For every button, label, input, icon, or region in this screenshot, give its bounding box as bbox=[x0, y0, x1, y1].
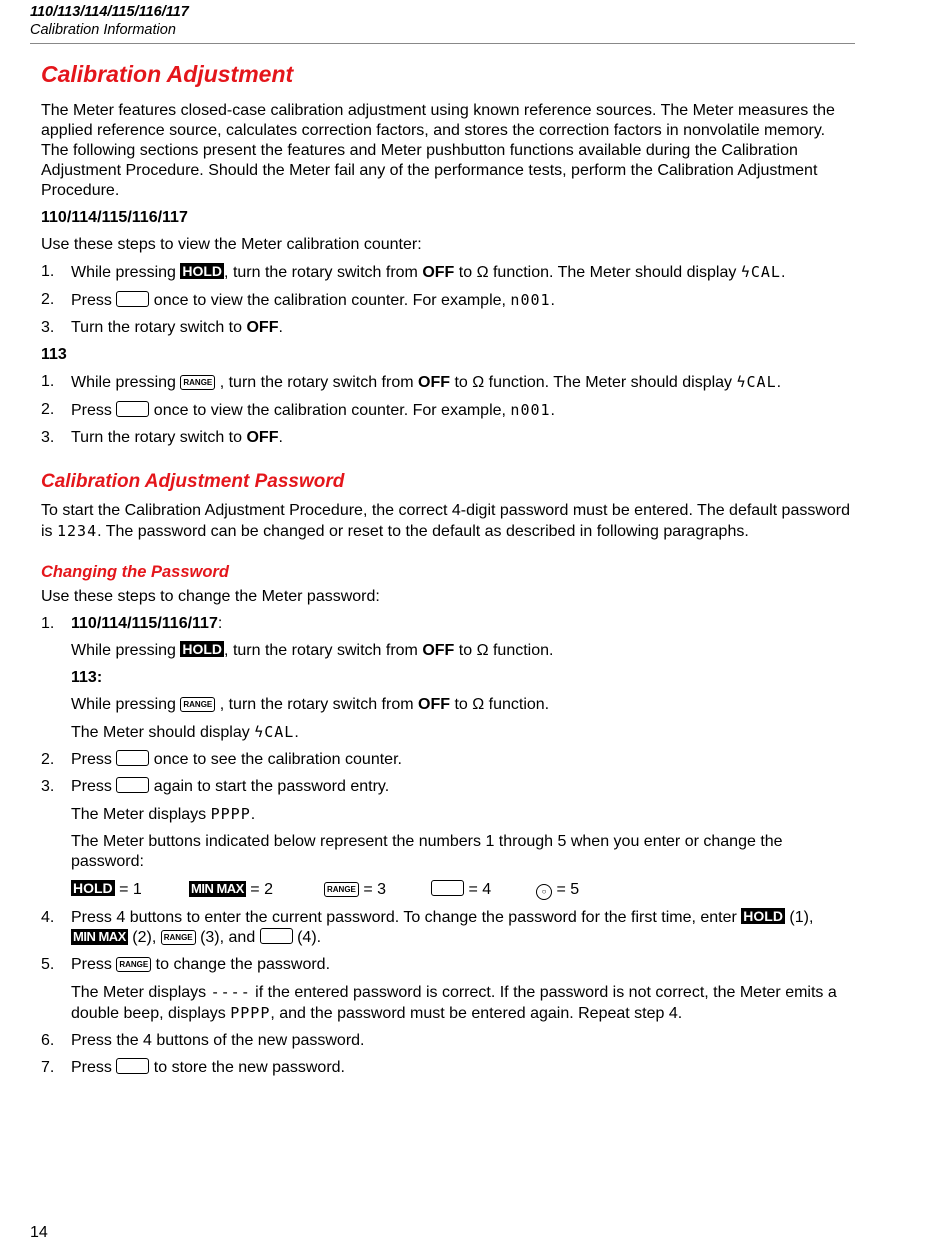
changing-step-1-113-label: 113: bbox=[71, 669, 103, 686]
off-label: OFF bbox=[422, 642, 455, 659]
step-number: 1. bbox=[41, 615, 55, 632]
step-text: Press bbox=[71, 292, 117, 309]
lcd-display: ---- bbox=[210, 983, 251, 1001]
step-number: 1. bbox=[41, 263, 55, 280]
off-label: OFF bbox=[246, 319, 279, 336]
password-section-title: Calibration Adjustment Password bbox=[41, 471, 345, 492]
step-number: 2. bbox=[41, 291, 55, 308]
header-section: Calibration Information bbox=[30, 22, 176, 38]
off-label: OFF bbox=[246, 429, 279, 446]
group1-step-2 bbox=[41, 290, 856, 311]
group1-label: 110/114/115/116/117 bbox=[41, 209, 188, 226]
step-text: Press the 4 buttons of the new password. bbox=[71, 1032, 365, 1049]
step-number: 3. bbox=[41, 778, 55, 795]
lcd-display: n001 bbox=[510, 401, 551, 419]
changing-step-3-display bbox=[41, 804, 856, 825]
step-text: . bbox=[780, 264, 786, 281]
changing-step-6 bbox=[41, 1031, 856, 1051]
step-text: (3), and bbox=[195, 929, 260, 946]
step-text: Press 4 buttons to enter the current password. To change the password for the first time, enter bbox=[71, 909, 742, 926]
blank-button-icon bbox=[116, 401, 149, 417]
step-text: to Ω function. The Meter should display bbox=[450, 374, 737, 391]
models-label: 110/114/115/116/117 bbox=[71, 615, 218, 632]
step-text: . bbox=[550, 292, 555, 309]
legend-value: = 1 bbox=[114, 881, 142, 898]
changing-step-3-buttons-text: The Meter buttons indicated below represent the numbers 1 through 5 when you enter or change the password: bbox=[71, 833, 783, 870]
range-button-icon: RANGE bbox=[324, 882, 359, 897]
range-button-icon: RANGE bbox=[180, 375, 215, 390]
step-text: (2), bbox=[127, 929, 161, 946]
lcd-display: ϟCAL bbox=[736, 373, 777, 391]
lcd-display: n001 bbox=[510, 291, 551, 309]
group2-step-1 bbox=[41, 372, 856, 393]
step-text: to store the new password. bbox=[149, 1059, 345, 1076]
step-text: Press bbox=[71, 956, 117, 973]
password-paragraph bbox=[41, 501, 856, 542]
step-text: . bbox=[294, 724, 299, 741]
step-text: once to view the calibration counter. For example, bbox=[149, 402, 511, 419]
step-text: (4). bbox=[292, 929, 322, 946]
step-text: once to see the calibration counter. bbox=[149, 751, 402, 768]
changing-step-2 bbox=[41, 750, 856, 770]
changing-step-7 bbox=[41, 1058, 856, 1078]
blank-button-icon bbox=[116, 750, 149, 766]
blank-button-icon bbox=[116, 777, 149, 793]
step-text: While pressing bbox=[71, 264, 181, 281]
hold-button-icon: HOLD bbox=[182, 641, 223, 657]
step-number: 5. bbox=[41, 956, 55, 973]
step-text: The Meter displays bbox=[71, 806, 211, 823]
minmax-button-icon: MIN MAX bbox=[191, 881, 244, 896]
changing-title: Changing the Password bbox=[41, 563, 229, 581]
changing-step-3 bbox=[41, 777, 856, 797]
lcd-display: PPPP bbox=[230, 1004, 271, 1022]
changing-step-1-line-1 bbox=[41, 641, 856, 661]
changing-step-5 bbox=[41, 955, 856, 975]
hold-button-icon: HOLD bbox=[73, 880, 113, 896]
step-text: to Ω function. bbox=[450, 696, 550, 713]
legend-value: = 2 bbox=[245, 881, 273, 898]
step-text: if the entered password is correct. If the password is not correct, the Meter emits a double beep, displays bbox=[71, 984, 837, 1022]
step-number: 6. bbox=[41, 1032, 55, 1049]
intro-paragraph: The Meter features closed-case calibration adjustment using known reference sources. The Meter measures the applied reference source, calculates correction factors, and stores the correction factors in nonvolatile memory. The following sections present the features and Meter pushbutton functions available during the Calibration Adjustment Procedure. Should the Meter fail any of the performance tests, perform the Calibration Adjustment Procedure. bbox=[41, 102, 835, 199]
page-number: 14 bbox=[30, 1224, 48, 1241]
blank-button-icon bbox=[260, 928, 293, 944]
minmax-button-icon: MIN MAX bbox=[73, 929, 126, 944]
lcd-display: 1234 bbox=[57, 522, 98, 540]
step-text: . bbox=[250, 806, 256, 823]
step-text: Press bbox=[71, 1059, 117, 1076]
step-text: . bbox=[278, 319, 283, 336]
step-text: Press bbox=[71, 751, 117, 768]
lcd-display: ϟCAL bbox=[740, 263, 781, 281]
button-number-legend bbox=[41, 879, 856, 901]
page-content bbox=[41, 60, 856, 1085]
step-text: (1), bbox=[784, 909, 814, 926]
group1-step-1 bbox=[41, 262, 856, 283]
paragraph-text: To start the Calibration Adjustment Procedure, the correct 4-digit password must be entered. The default password is bbox=[41, 502, 851, 540]
step-number: 7. bbox=[41, 1059, 55, 1076]
step-text: The Meter displays bbox=[71, 984, 211, 1001]
group1-lead: Use these steps to view the Meter calibration counter: bbox=[41, 236, 422, 253]
step-text: , and the password must be entered again. Repeat step 4. bbox=[270, 1005, 683, 1022]
group1-step-3 bbox=[41, 318, 856, 338]
hold-button-icon: HOLD bbox=[182, 263, 223, 279]
changing-step-1 bbox=[41, 614, 856, 634]
page-title: Calibration Adjustment bbox=[41, 61, 294, 87]
legend-value: = 4 bbox=[464, 881, 492, 898]
step-text: : bbox=[217, 615, 223, 632]
changing-lead: Use these steps to change the Meter password: bbox=[41, 588, 380, 605]
range-button-icon: RANGE bbox=[116, 957, 151, 972]
step-number: 3. bbox=[41, 429, 55, 446]
step-text: . bbox=[776, 374, 782, 391]
step-text: Press bbox=[71, 402, 117, 419]
step-text: , turn the rotary switch from bbox=[215, 374, 418, 391]
legend-value: = 5 bbox=[552, 881, 580, 898]
header-models: 110/113/114/115/116/117 bbox=[30, 4, 189, 20]
changing-step-4 bbox=[41, 908, 856, 948]
step-text: Turn the rotary switch to bbox=[71, 429, 247, 446]
paragraph-text: . The password can be changed or reset to the default as described in following paragraphs. bbox=[97, 523, 749, 540]
off-label: OFF bbox=[418, 696, 450, 713]
hold-button-icon: HOLD bbox=[743, 908, 783, 924]
lcd-display: PPPP bbox=[210, 805, 251, 823]
range-button-icon: RANGE bbox=[161, 930, 196, 945]
step-text: again to start the password entry. bbox=[149, 778, 390, 795]
off-label: OFF bbox=[418, 374, 450, 391]
lcd-display: ϟCAL bbox=[254, 723, 295, 741]
step-number: 2. bbox=[41, 401, 55, 418]
group2-step-2 bbox=[41, 400, 856, 421]
group2-step-3 bbox=[41, 428, 856, 448]
blank-button-icon bbox=[116, 1058, 149, 1074]
group2-label: 113 bbox=[41, 346, 67, 363]
step-text: , turn the rotary switch from bbox=[215, 696, 418, 713]
step-number: 2. bbox=[41, 751, 55, 768]
step-text: , turn the rotary switch from bbox=[224, 264, 423, 281]
blank-button-icon bbox=[431, 880, 464, 896]
blank-button-icon bbox=[116, 291, 149, 307]
step-text: to Ω function. The Meter should display bbox=[454, 264, 741, 281]
step-text: While pressing bbox=[71, 696, 181, 713]
step-text: once to view the calibration counter. For example, bbox=[149, 292, 511, 309]
step-text: While pressing bbox=[71, 374, 181, 391]
step-text: . bbox=[550, 402, 555, 419]
step-text: to change the password. bbox=[151, 956, 331, 973]
step-text: , turn the rotary switch from bbox=[224, 642, 423, 659]
step-number: 4. bbox=[41, 909, 55, 926]
step-number: 1. bbox=[41, 373, 55, 390]
step-text: The Meter should display bbox=[71, 724, 255, 741]
step-text: While pressing bbox=[71, 642, 181, 659]
step-text: to Ω function. bbox=[454, 642, 554, 659]
changing-step-1-line-3 bbox=[41, 722, 856, 743]
changing-step-5-note bbox=[41, 982, 856, 1024]
step-number: 3. bbox=[41, 319, 55, 336]
off-label: OFF bbox=[422, 264, 455, 281]
legend-value: = 3 bbox=[358, 881, 387, 898]
step-text: Turn the rotary switch to bbox=[71, 319, 247, 336]
step-text: . bbox=[278, 429, 283, 446]
page-header bbox=[30, 3, 855, 44]
step-text: Press bbox=[71, 778, 117, 795]
changing-step-1-line-2 bbox=[41, 695, 856, 715]
range-button-icon: RANGE bbox=[180, 697, 215, 712]
circle-button-icon: ○ bbox=[536, 884, 552, 900]
